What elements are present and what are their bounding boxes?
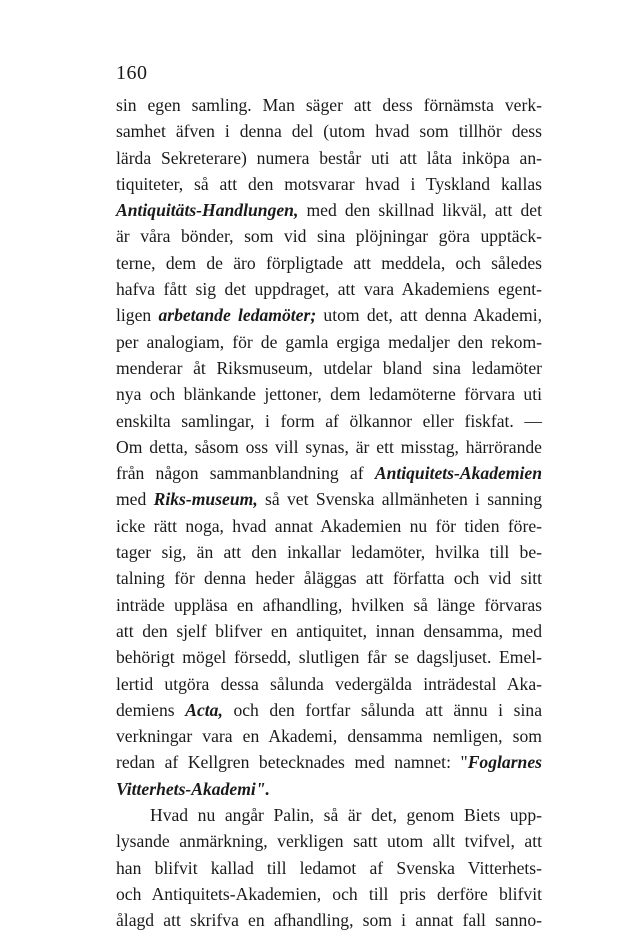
text-segment: lysande anmärkning, verkligen satt utom allt tvifvel, att xyxy=(116,831,542,852)
italic-phrase: Riks-museum, xyxy=(153,489,258,510)
text-line xyxy=(116,749,542,775)
body-text xyxy=(116,92,542,934)
text-line xyxy=(116,329,542,355)
text-line xyxy=(116,907,542,933)
text-segment: och den fortfar sålunda att ännu i sina xyxy=(222,699,542,720)
text-segment: med xyxy=(116,489,154,510)
text-segment: talning för denna heder åläggas att författa och vid sitt xyxy=(116,568,542,589)
text-line xyxy=(116,565,542,591)
text-line xyxy=(116,486,542,512)
text-segment: enskilta samlingar, i form af ölkannor eller fiskfat. — xyxy=(116,410,542,431)
text-line xyxy=(116,776,542,802)
italic-phrase: Acta, xyxy=(185,699,223,720)
text-line xyxy=(116,592,542,618)
text-line xyxy=(116,539,542,565)
text-segment: är våra bönder, som vid sina plöjningar göra upptäck- xyxy=(116,226,542,247)
italic-phrase: arbetande ledamöter; xyxy=(158,305,317,326)
text-segment: och Antiquitets-Akademien, och till pris derföre blifvit xyxy=(116,883,542,904)
text-segment: från någon sammanblandning af xyxy=(116,463,375,484)
text-segment: terne, dem de äro förpligtade att meddela, och således xyxy=(116,252,542,273)
text-line xyxy=(116,434,542,460)
text-line xyxy=(116,145,542,171)
text-segment: tager sig, än att den inkallar ledamöter, hvilka till be- xyxy=(116,542,542,563)
text-line xyxy=(116,618,542,644)
text-line xyxy=(116,513,542,539)
text-line xyxy=(116,276,542,302)
text-line xyxy=(116,118,542,144)
text-segment: samhet äfven i denna del (utom hvad som tillhör dess xyxy=(116,121,542,142)
italic-phrase: Vitterhets-Akademi". xyxy=(116,778,270,799)
text-segment: lärda Sekreterare) numera består uti att låta inköpa an- xyxy=(116,147,542,168)
text-line xyxy=(116,355,542,381)
text-line xyxy=(116,644,542,670)
text-segment: inträde uppläsa en afhandling, hvilken så länge förvaras xyxy=(116,594,542,615)
text-segment: ligen xyxy=(116,305,159,326)
page-number: 160 xyxy=(116,62,148,84)
text-segment: hafva fått sig det uppdraget, att vara Akademiens egent- xyxy=(116,279,542,300)
italic-phrase: Antiquitäts-Handlungen, xyxy=(116,200,299,221)
text-segment: icke rätt noga, hvad annat Akademien nu för tiden före- xyxy=(116,515,542,536)
text-line xyxy=(116,697,542,723)
text-segment: per analogiam, för de gamla ergiga medaljer den rekom- xyxy=(116,331,542,352)
text-line xyxy=(116,881,542,907)
text-segment: Om detta, såsom oss vill synas, är ett misstag, härrörande xyxy=(116,436,542,457)
text-segment: demiens xyxy=(116,699,186,720)
text-segment: utom det, att denna Akademi, xyxy=(316,305,542,326)
text-segment: han blifvit kallad till ledamot af Svenska Vitterhets- xyxy=(116,857,542,878)
text-line xyxy=(116,92,542,118)
text-segment: Hvad nu angår Palin, så är det, genom Biets upp- xyxy=(150,805,542,826)
text-segment: sin egen samling. Man säger att dess förnämsta verk- xyxy=(116,95,542,115)
text-segment: verkningar vara en Akademi, densamma nemligen, som xyxy=(116,726,542,747)
text-line xyxy=(116,250,542,276)
text-line xyxy=(116,223,542,249)
text-segment: så vet Svenska allmänheten i sanning xyxy=(257,489,542,510)
text-line xyxy=(116,460,542,486)
text-segment: menderar åt Riksmuseum, utdelar bland sina ledamöter xyxy=(116,357,542,378)
text-segment: nya och blänkande jettoner, dem ledamöterne förvara uti xyxy=(116,384,542,405)
text-segment: behörigt mögel försedd, slutligen får se dagsljuset. Emel- xyxy=(116,647,542,668)
text-line xyxy=(116,302,542,328)
text-segment: med den skillnad likväl, att det xyxy=(298,200,542,221)
text-line xyxy=(116,855,542,881)
text-line xyxy=(116,381,542,407)
text-segment: redan af Kellgren betecknades med namnet: " xyxy=(116,752,468,773)
italic-phrase: Foglarnes xyxy=(467,752,542,773)
text-line xyxy=(116,171,542,197)
text-segment: lertid utgöra dessa sålunda vedergälda inträdestal Aka- xyxy=(116,673,542,694)
text-segment: ålagd att skrifva en afhandling, som i annat fall sanno- xyxy=(116,910,542,931)
text-line xyxy=(116,802,542,828)
text-line xyxy=(116,828,542,854)
text-line xyxy=(116,671,542,697)
text-segment: att den sjelf blifver en antiquitet, innan densamma, med xyxy=(116,620,542,641)
text-line xyxy=(116,197,542,223)
text-line xyxy=(116,723,542,749)
text-line xyxy=(116,408,542,434)
text-segment: tiquiteter, så att den motsvarar hvad i Tyskland kallas xyxy=(116,173,542,194)
italic-phrase: Antiquitets-Akademien xyxy=(374,463,542,484)
